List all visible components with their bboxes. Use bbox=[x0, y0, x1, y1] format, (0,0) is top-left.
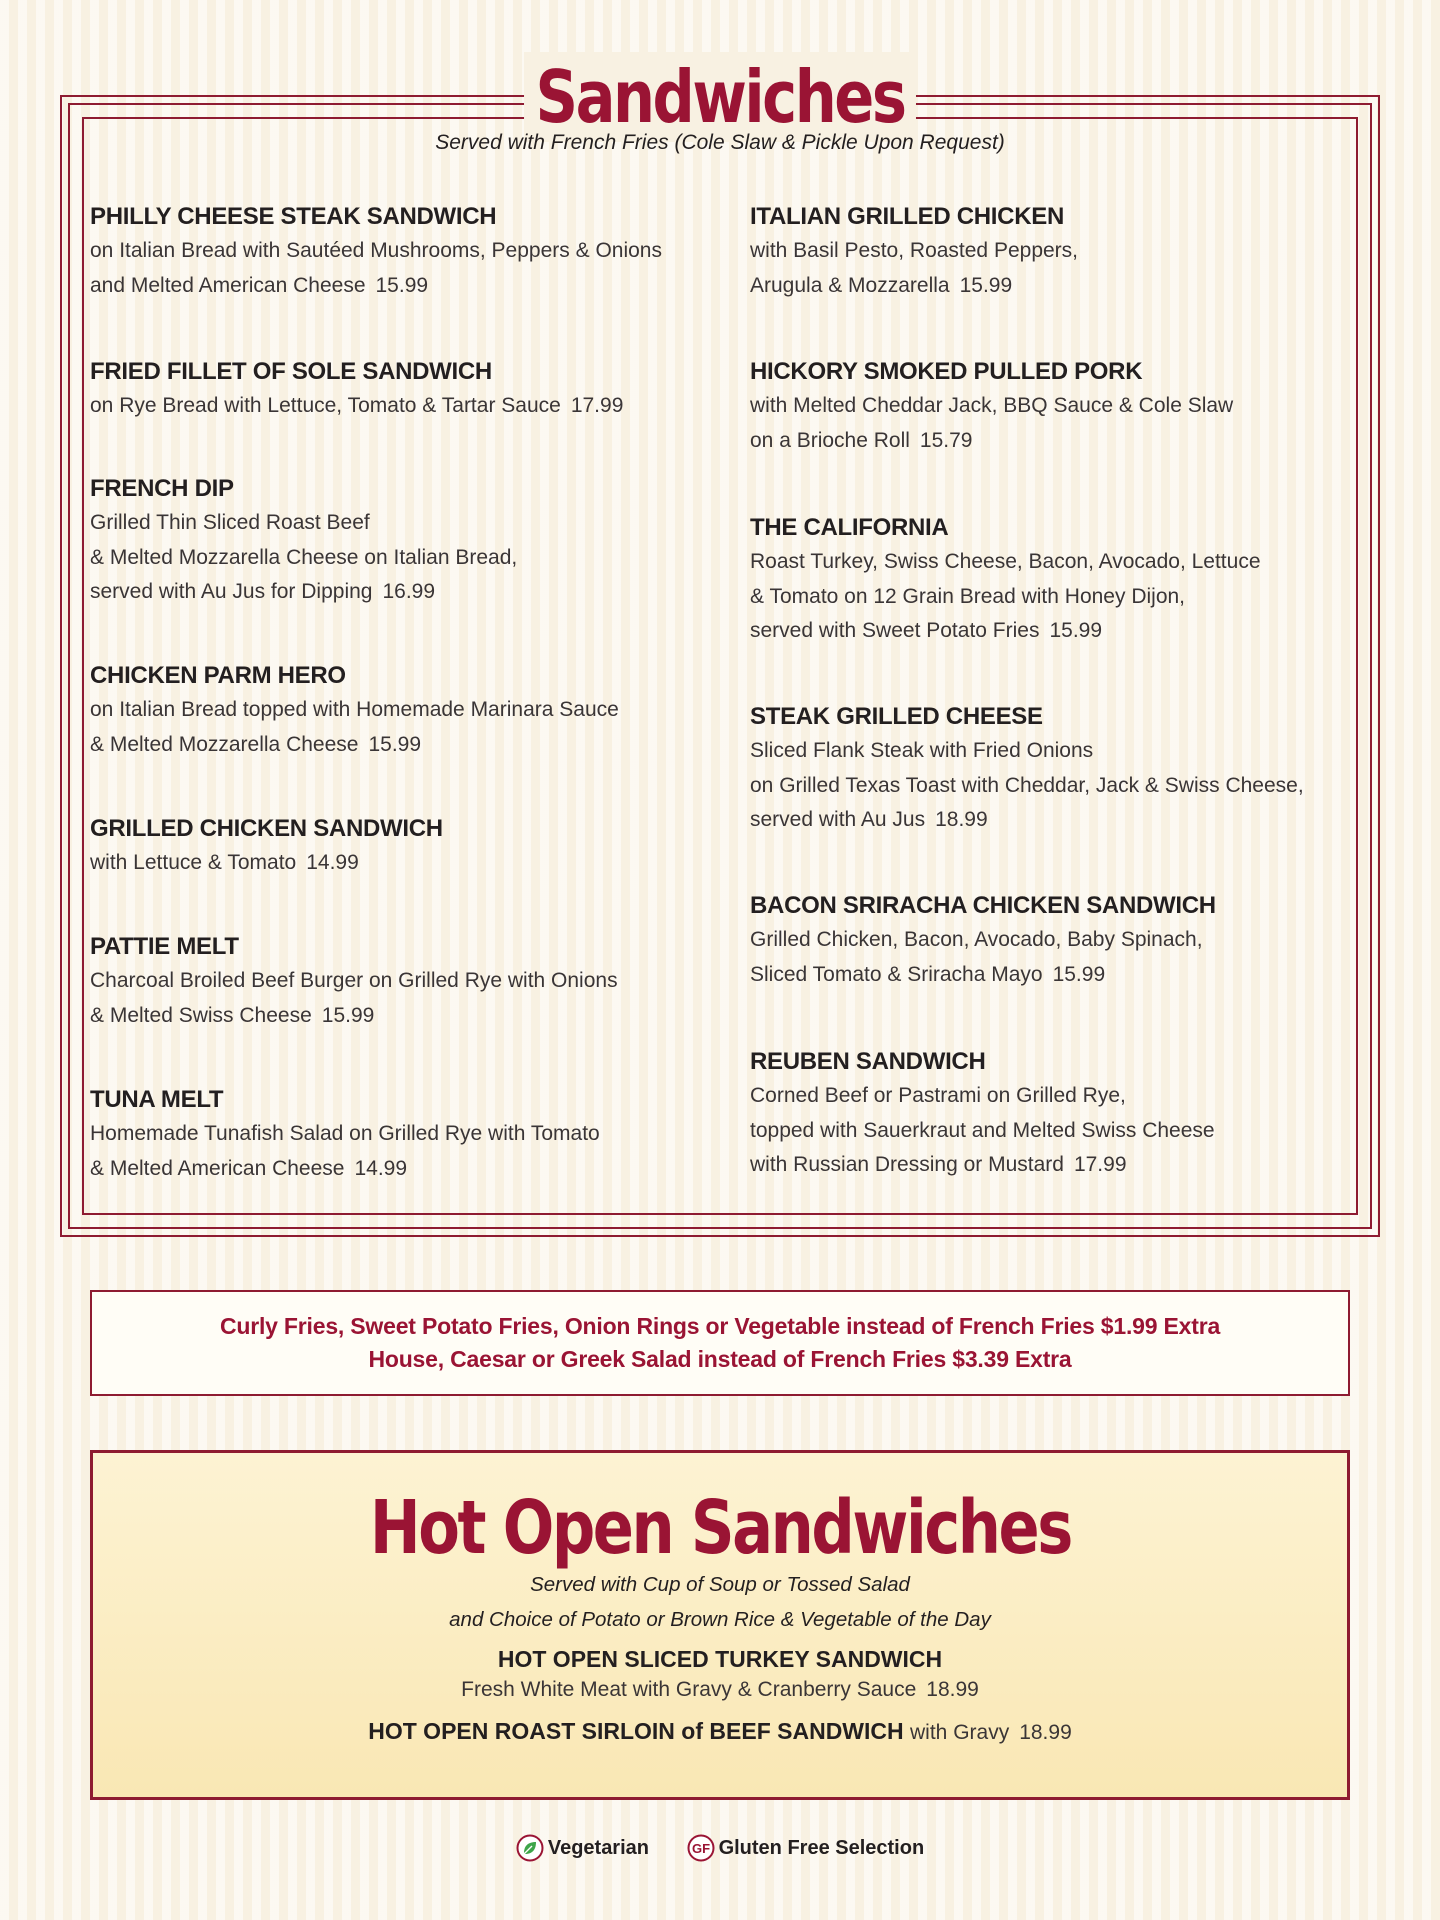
menu-item bbox=[750, 700, 1350, 889]
gluten-free-icon bbox=[687, 1834, 715, 1862]
item-description: served with Au Jus bbox=[750, 808, 926, 831]
item-name: STEAK GRILLED CHEESE bbox=[750, 703, 1043, 730]
item-description: Roast Turkey, Swiss Cheese, Bacon, Avocado, Lettuce bbox=[750, 550, 1261, 573]
item-name: FRIED FILLET OF SOLE SANDWICH bbox=[90, 358, 492, 385]
item-description: Homemade Tunafish Salad on Grilled Rye with Tomato bbox=[90, 1122, 600, 1145]
leaf-icon bbox=[516, 1834, 544, 1862]
hot-open-title: Hot Open Sandwiches bbox=[369, 1485, 1071, 1571]
item-name: ITALIAN GRILLED CHICKEN bbox=[750, 203, 1064, 230]
item-price: 17.99 bbox=[1073, 1153, 1127, 1176]
item-description: with Lettuce & Tomato bbox=[90, 851, 297, 874]
item-name: CHICKEN PARM HERO bbox=[90, 662, 346, 689]
item-price: 15.99 bbox=[375, 273, 429, 297]
hot-item-name: HOT OPEN ROAST SIRLOIN of BEEF SANDWICH bbox=[368, 1718, 904, 1744]
item-name: THE CALIFORNIA bbox=[750, 514, 949, 541]
item-description: Charcoal Broiled Beef Burger on Grilled Rye with Onions bbox=[90, 969, 618, 992]
substitution-salad-line: House, Caesar or Greek Salad instead of French Fries $3.39 Extra bbox=[368, 1346, 1072, 1372]
menu-item bbox=[90, 355, 730, 472]
item-price: 15.99 bbox=[959, 273, 1013, 297]
legend-vegetarian-label: Vegetarian bbox=[547, 1836, 649, 1859]
item-description: Grilled Chicken, Bacon, Avocado, Baby Spinach, bbox=[750, 928, 1203, 951]
menu-item bbox=[750, 889, 1350, 1045]
hot-open-subtitle: Served with Cup of Soup or Tossed Salad bbox=[530, 1573, 910, 1596]
item-name: REUBEN SANDWICH bbox=[750, 1048, 986, 1075]
legend-gluten-free bbox=[687, 1834, 925, 1862]
right-column bbox=[750, 200, 1350, 1183]
hot-item-name: HOT OPEN SLICED TURKEY SANDWICH bbox=[497, 1646, 943, 1672]
item-price: 15.99 bbox=[368, 732, 422, 756]
item-description: served with Au Jus for Dipping bbox=[90, 580, 373, 603]
menu-item bbox=[750, 511, 1350, 700]
legend-gluten-free-label: Gluten Free Selection bbox=[718, 1836, 925, 1859]
hot-item-price: 18.99 bbox=[926, 1678, 979, 1701]
item-description: Sliced Flank Steak with Fried Onions bbox=[750, 739, 1094, 762]
item-description: topped with Sauerkraut and Melted Swiss Cheese bbox=[750, 1118, 1215, 1142]
hot-open-sandwiches-box bbox=[90, 1450, 1350, 1800]
item-name: GRILLED CHICKEN SANDWICH bbox=[90, 815, 443, 842]
item-description: with Melted Cheddar Jack, BBQ Sauce & Cole Slaw bbox=[750, 394, 1234, 417]
item-price: 15.99 bbox=[1049, 619, 1103, 642]
item-description: Arugula & Mozzarella bbox=[750, 273, 950, 297]
item-name: HICKORY SMOKED PULLED PORK bbox=[750, 358, 1143, 385]
item-description: on Rye Bread with Lettuce, Tomato & Tartar Sauce bbox=[90, 394, 561, 417]
item-description: served with Sweet Potato Fries bbox=[750, 619, 1040, 642]
item-description: & Melted Swiss Cheese bbox=[90, 1003, 312, 1027]
item-price: 15.79 bbox=[919, 428, 973, 452]
menu-item bbox=[90, 659, 730, 812]
item-description: and Melted American Cheese bbox=[90, 273, 366, 297]
item-description: with Basil Pesto, Roasted Peppers, bbox=[750, 239, 1079, 262]
page-subtitle: Served with French Fries (Cole Slaw & Pickle Upon Request) bbox=[435, 131, 1005, 154]
item-price: 18.99 bbox=[935, 808, 988, 831]
menu-item bbox=[750, 1045, 1350, 1183]
menu-item bbox=[90, 472, 730, 659]
hot-item-description: with Gravy bbox=[910, 1721, 1010, 1744]
item-description: Grilled Thin Sliced Roast Beef bbox=[90, 511, 370, 534]
left-column bbox=[90, 200, 730, 1186]
menu-item bbox=[90, 930, 730, 1083]
menu-item bbox=[750, 355, 1350, 511]
item-price: 14.99 bbox=[354, 1156, 408, 1180]
menu-item bbox=[90, 200, 730, 355]
item-description: & Melted American Cheese bbox=[90, 1156, 345, 1180]
menu-item bbox=[750, 200, 1350, 355]
side-substitution-box bbox=[90, 1290, 1350, 1396]
hot-item-description: Fresh White Meat with Gravy & Cranberry Sauce bbox=[461, 1678, 917, 1701]
item-name: FRENCH DIP bbox=[90, 475, 234, 502]
item-description: on a Brioche Roll bbox=[750, 428, 910, 452]
item-name: BACON SRIRACHA CHICKEN SANDWICH bbox=[750, 892, 1216, 919]
item-description: Sliced Tomato & Sriracha Mayo bbox=[750, 962, 1043, 986]
item-description: with Russian Dressing or Mustard bbox=[750, 1153, 1064, 1176]
item-description: Corned Beef or Pastrami on Grilled Rye, bbox=[750, 1084, 1126, 1107]
item-name: PATTIE MELT bbox=[90, 933, 239, 960]
item-price: 17.99 bbox=[570, 394, 624, 417]
item-description: on Grilled Texas Toast with Cheddar, Jack & Swiss Cheese, bbox=[750, 773, 1304, 797]
item-description: & Melted Mozzarella Cheese bbox=[90, 732, 359, 756]
hot-open-subtitle: and Choice of Potato or Brown Rice & Vegetable of the Day bbox=[449, 1608, 991, 1631]
item-description: & Tomato on 12 Grain Bread with Honey Dijon, bbox=[750, 584, 1186, 608]
item-description: on Italian Bread with Sautéed Mushrooms, Peppers & Onions bbox=[90, 239, 662, 262]
item-price: 14.99 bbox=[306, 851, 359, 874]
item-price: 15.99 bbox=[1052, 962, 1106, 986]
item-name: TUNA MELT bbox=[90, 1086, 224, 1113]
item-name: PHILLY CHEESE STEAK SANDWICH bbox=[90, 203, 497, 230]
item-description: & Melted Mozzarella Cheese on Italian Bread, bbox=[90, 545, 518, 569]
item-price: 16.99 bbox=[382, 580, 436, 603]
legend-vegetarian bbox=[516, 1834, 649, 1862]
substitution-fries-line: Curly Fries, Sweet Potato Fries, Onion Rings or Vegetable instead of French Fries $1.99 Extra bbox=[219, 1313, 1221, 1339]
dietary-legend bbox=[0, 1834, 1440, 1862]
page-title: Sandwiches bbox=[524, 52, 916, 142]
hot-item-price: 18.99 bbox=[1019, 1721, 1072, 1744]
menu-item bbox=[90, 1083, 730, 1186]
svg-text:GF: GF bbox=[691, 1841, 710, 1856]
item-description: on Italian Bread topped with Homemade Marinara Sauce bbox=[90, 698, 619, 721]
item-price: 15.99 bbox=[321, 1003, 375, 1027]
menu-item bbox=[90, 812, 730, 930]
